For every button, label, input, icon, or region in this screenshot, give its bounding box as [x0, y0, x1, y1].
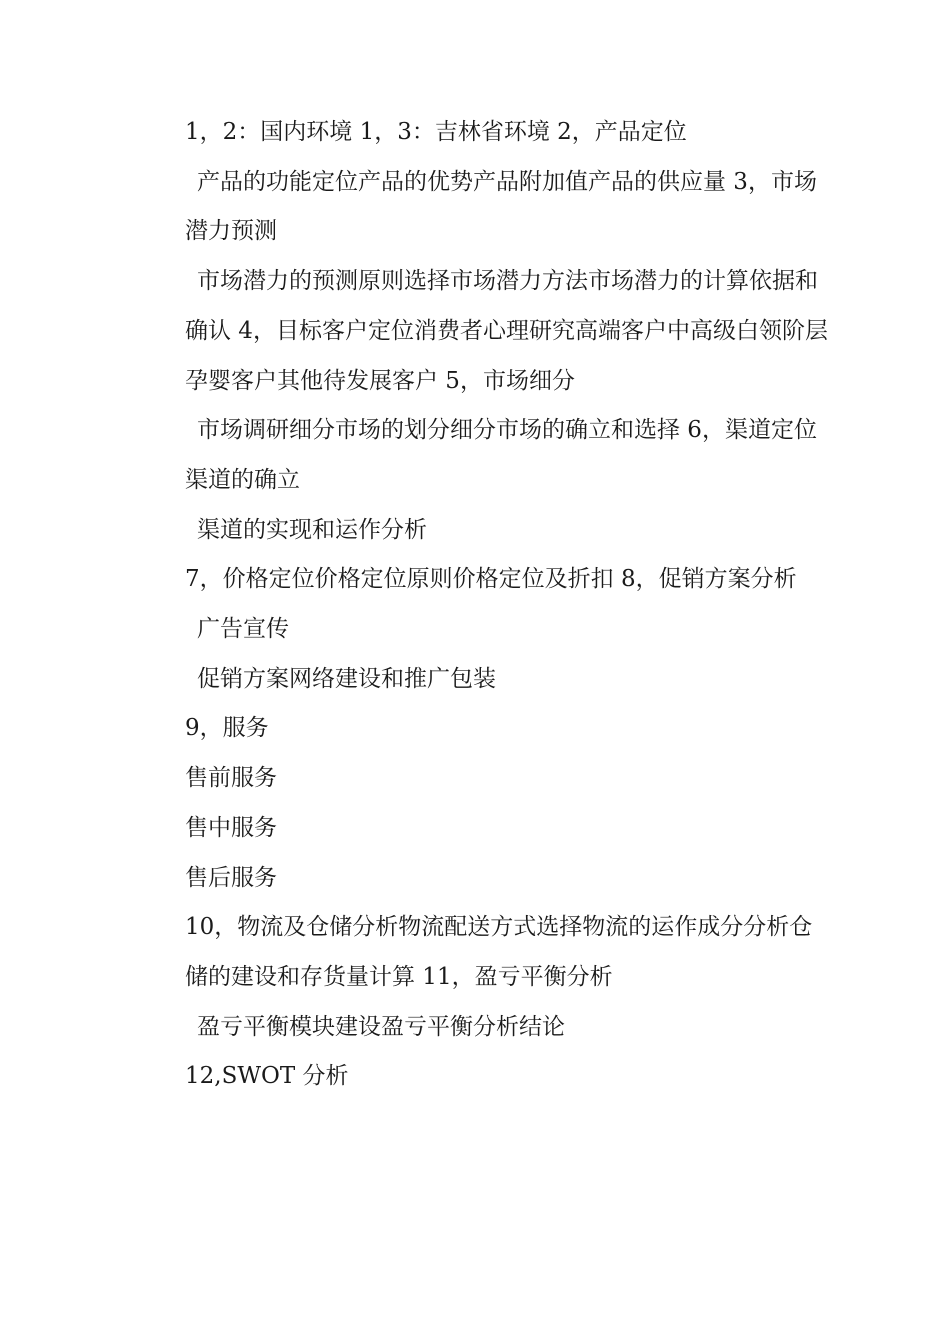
paragraph: 渠道的实现和运作分析	[197, 516, 427, 543]
paragraph: 售中服务	[185, 814, 277, 841]
document-body	[185, 108, 835, 1102]
paragraph: 售前服务	[185, 765, 277, 792]
paragraph: 促销方案网络建设和推广包装	[197, 665, 496, 692]
paragraph: 9，服务	[185, 715, 269, 742]
paragraph: 渠道的确立	[185, 466, 300, 493]
paragraph: 市场调研细分市场的划分细分市场的确立和选择 6，渠道定位	[197, 417, 817, 444]
paragraph: 10，物流及仓储分析物流配送方式选择物流的运作成分分析仓储的建设和存货量计算 11，盈亏平衡分析	[185, 914, 813, 990]
paragraph: 售后服务	[185, 864, 277, 891]
paragraph: 广告宣传	[197, 616, 289, 643]
paragraph: 12,SWOT 分析	[185, 1063, 349, 1090]
paragraph: 市场潜力的预测原则选择市场潜力方法市场潜力的计算依据和确认 4，目标客户定位消费者心理研究高端客户中高级白领阶层孕婴客户其他待发展客户 5，市场细分	[185, 268, 828, 394]
paragraph: 1，2：国内环境 1，3：吉林省环境 2，产品定位	[185, 119, 687, 145]
paragraph: 产品的功能定位产品的优势产品附加值产品的供应量 3，市场潜力预测	[185, 168, 817, 245]
paragraph: 盈亏平衡模块建设盈亏平衡分析结论	[197, 1013, 565, 1040]
paragraph: 7，价格定位价格定位原则价格定位及折扣 8，促销方案分析	[185, 566, 797, 593]
